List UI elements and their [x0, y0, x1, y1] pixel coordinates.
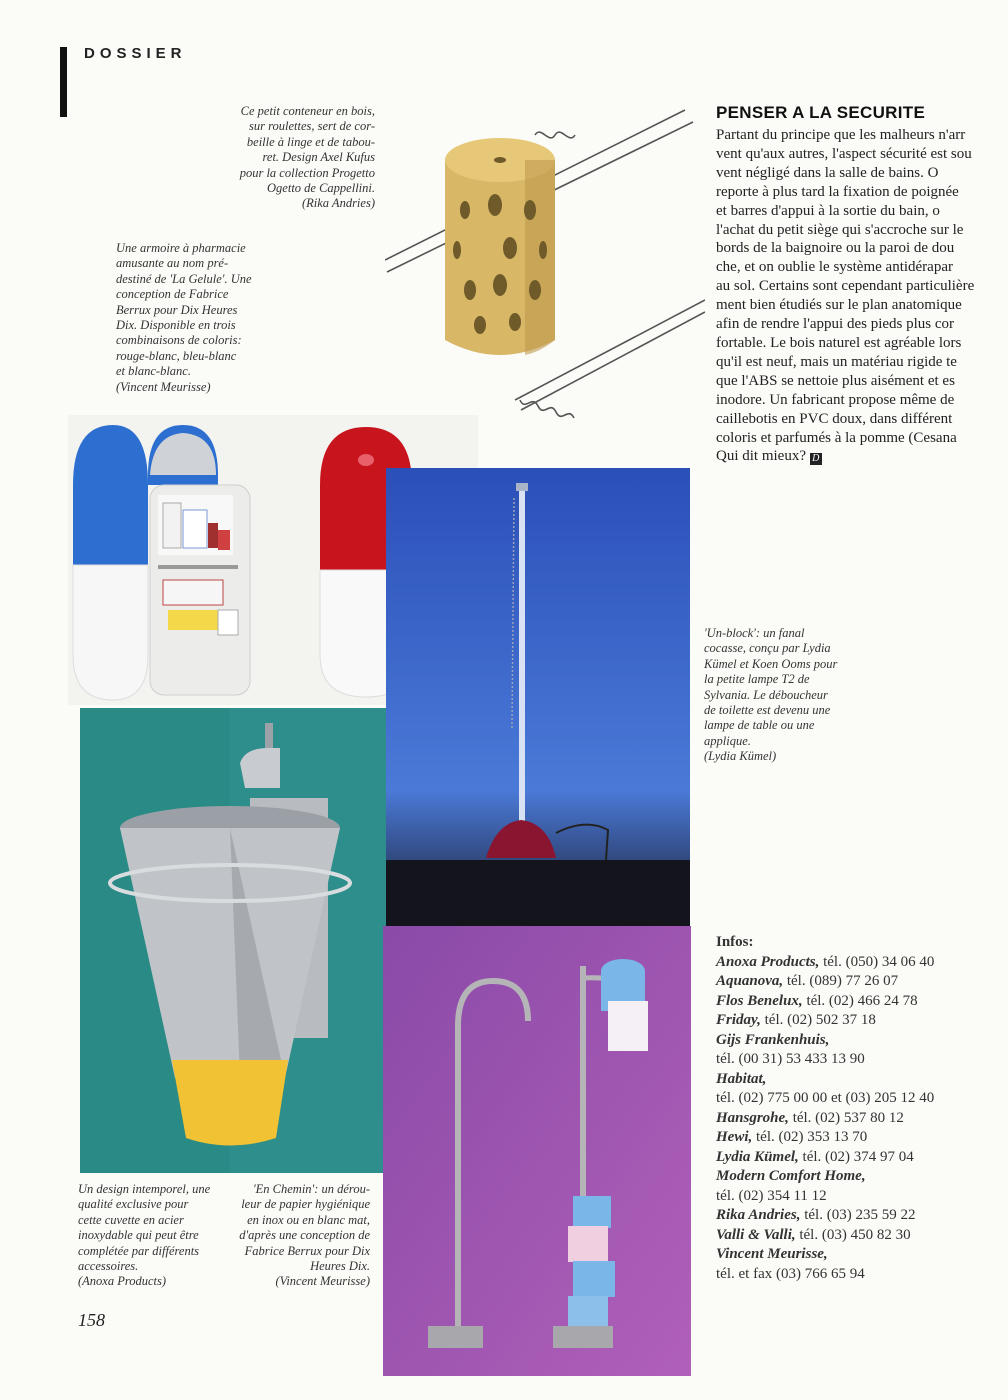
article-line: coloris et parfumés à la pomme (Cesana	[716, 429, 957, 446]
article-line: que l'ABS se nettoie plus aisément et es	[716, 372, 955, 389]
infos-entry-name: Lydia Kümel,	[716, 1148, 799, 1165]
infos-entry-tel: tél. (02) 775 00 00 et (03) 205 12 40	[716, 1090, 935, 1106]
infos-entry-tel: tél. (089) 77 26 07	[783, 973, 899, 989]
caption-line: en inox ou en blanc mat,	[247, 1212, 370, 1227]
article-title: PENSER A LA SECURITE	[716, 103, 926, 122]
infos-entry	[716, 1167, 986, 1187]
paper-holder-photo	[383, 926, 691, 1376]
caption-line: Ogetto de Cappellini.	[267, 181, 375, 196]
caption-lamp	[704, 626, 864, 765]
caption-line: qualité exclusive pour	[78, 1197, 189, 1212]
caption-line: et blanc-blanc.	[116, 364, 191, 379]
infos-entry-name: Flos Benelux,	[716, 992, 803, 1009]
caption-line: (Lydia Kümel)	[704, 749, 777, 764]
end-mark-icon: D	[810, 453, 822, 465]
caption-line: 'Un-block': un fanal	[704, 626, 805, 640]
caption-line: (Rika Andries)	[301, 196, 375, 211]
caption-line: amusante au nom pré-	[116, 256, 229, 271]
caption-line: conception de Fabrice	[116, 287, 229, 302]
infos-entry	[716, 1011, 986, 1031]
basin-photo	[80, 708, 386, 1173]
infos-entry-tel: tél. (02) 353 13 70	[752, 1129, 868, 1145]
infos-entry	[716, 992, 986, 1012]
caption-line: de toilette est devenu une	[704, 703, 831, 718]
caption-line: pour la collection Progetto	[239, 165, 375, 180]
article-line: reporte à plus tard la fixation de poignée	[716, 183, 959, 200]
infos-entry	[716, 953, 986, 973]
infos-entry	[716, 1050, 986, 1070]
caption-line: inoxydable qui peut être	[78, 1228, 199, 1243]
infos-entry-tel: tél. (03) 450 82 30	[795, 1226, 911, 1243]
caption-line: Heures Dix.	[310, 1259, 370, 1274]
section-bar	[60, 47, 67, 117]
caption-line: lampe de table ou une	[704, 718, 815, 733]
article-line: au sol. Certains sont cependant particulière	[716, 278, 975, 295]
infos-entry-name: Gijs Frankenhuis,	[716, 1031, 830, 1048]
caption-line: (Anoxa Products)	[78, 1274, 167, 1289]
infos-entry-name: Hewi,	[716, 1129, 753, 1145]
infos-entry-tel: tél. (02) 374 97 04	[798, 1148, 914, 1165]
article-line: Qui dit mieux?	[716, 448, 806, 465]
infos-entry	[716, 1245, 986, 1265]
infos-entry-tel: tél. et fax (03) 766 65 94	[716, 1265, 865, 1282]
infos-entry-name: Anoxa Products,	[716, 953, 820, 970]
caption-line: 'En Chemin': un dérou-	[252, 1182, 370, 1196]
caption-line: (Vincent Meurisse)	[116, 379, 211, 394]
infos-entry-name: Aquanova,	[716, 973, 784, 989]
infos-entry	[716, 1070, 986, 1090]
caption-line: applique.	[704, 733, 751, 748]
caption-line: cette cuvette en acier	[78, 1212, 184, 1227]
infos-entry-tel: tél. (02) 354 11 12	[716, 1187, 827, 1204]
caption-line: Fabrice Berrux pour Dix	[244, 1243, 370, 1258]
infos-entry	[716, 1206, 986, 1226]
caption-line: la petite lampe T2 de	[704, 672, 810, 687]
infos-entry-tel: tél. (02) 502 37 18	[760, 1012, 876, 1028]
infos-entry-name: Valli & Valli,	[716, 1226, 796, 1243]
caption-basin	[78, 1182, 238, 1290]
article-line: afin de rendre l'appui des pieds plus cor	[716, 316, 955, 333]
caption-line: rouge-blanc, bleu-blanc	[116, 348, 237, 363]
infos-entry	[716, 972, 986, 992]
infos-entry	[716, 1031, 986, 1051]
section-label: DOSSIER	[84, 45, 187, 62]
infos-entry	[716, 1187, 986, 1207]
article-line: qu'il est neuf, mais un matériau rigide te	[716, 353, 957, 370]
article-line: Partant du principe que les malheurs n'arr	[716, 127, 966, 143]
caption-paper-holder	[222, 1182, 370, 1290]
article-line: ment bien étudiés sur le plan anatomique	[716, 297, 962, 314]
infos-entry	[716, 1265, 986, 1285]
caption-line: cocasse, conçu par Lydia	[704, 641, 831, 656]
article-last-line	[716, 447, 991, 466]
caption-line: sur roulettes, sert de cor-	[248, 119, 375, 134]
infos-entry	[716, 1128, 986, 1148]
infos-entry-name: Habitat,	[716, 1070, 767, 1087]
caption-line: destiné de 'La Gelule'. Une	[116, 271, 252, 286]
article-line: caillebotis en PVC doux, dans différent	[716, 410, 953, 427]
article-line: vent qu'aux autres, l'aspect sécurité est sou	[716, 145, 972, 162]
infos-entry-tel: tél. (02) 466 24 78	[802, 992, 918, 1009]
article-line: bords de la baignoire ou la paroi de dou	[716, 240, 955, 257]
caption-line: Une armoire à pharmacie	[116, 241, 246, 255]
caption-line: beille à linge et de tabou-	[246, 134, 375, 149]
caption-line: Un design intemporel, une	[78, 1182, 211, 1196]
infos-entry-name: Rika Andries,	[716, 1207, 801, 1223]
infos-entry-name: Vincent Meurisse,	[716, 1246, 828, 1262]
caption-line: (Vincent Meurisse)	[275, 1274, 370, 1289]
article-line: vent négligé dans la salle de bains. O	[716, 164, 939, 181]
container-photo	[385, 100, 705, 460]
infos-entry-tel: tél. (050) 34 06 40	[819, 953, 935, 970]
infos-entry	[716, 1089, 986, 1109]
infos-heading: Infos:	[716, 934, 754, 950]
article-line: inodore. Un fabricant propose même de	[716, 391, 955, 408]
caption-line: combinaisons de coloris:	[116, 333, 242, 348]
infos-entry	[716, 1226, 986, 1246]
caption-line: Berrux pour Dix Heures	[116, 302, 238, 317]
article-line: fortable. Le bois naturel est agréable lors	[716, 334, 962, 351]
infos-entry	[716, 1148, 986, 1168]
caption-line: leur de papier hygiénique	[241, 1197, 370, 1212]
caption-line: Ce petit conteneur en bois,	[240, 104, 375, 118]
infos-list	[716, 933, 986, 1284]
caption-line: accessoires.	[78, 1259, 139, 1274]
article-body	[716, 126, 991, 486]
infos-entry-tel: tél. (00 31) 53 433 13 90	[716, 1051, 865, 1067]
caption-line: d'après une conception de	[239, 1228, 370, 1243]
caption-pharmacy	[116, 241, 286, 395]
caption-line: Kümel et Koen Ooms pour	[704, 656, 838, 671]
infos-entry-tel: tél. (02) 537 80 12	[788, 1109, 904, 1126]
page-number: 158	[78, 1310, 105, 1330]
lamp-photo	[386, 468, 690, 928]
article-line: l'achat du petit siège qui s'accroche sur le	[716, 221, 964, 238]
caption-line: Dix. Disponible en trois	[116, 318, 236, 333]
article-line: et barres d'appui à la sortie du bain, o	[716, 202, 940, 219]
caption-line: Sylvania. Le déboucheur	[704, 687, 828, 702]
infos-entry-name: Hansgrohe,	[716, 1109, 789, 1126]
infos-entry-name: Modern Comfort Home,	[716, 1168, 866, 1184]
infos-entry-name: Friday,	[716, 1012, 761, 1028]
article-line: che, et on oublie le système antidérapar	[716, 259, 953, 276]
caption-line: ret. Design Axel Kufus	[262, 150, 375, 165]
infos-entry-tel: tél. (03) 235 59 22	[800, 1207, 916, 1223]
caption-container	[200, 104, 375, 212]
caption-line: complétée par différents	[78, 1243, 200, 1258]
infos-entry	[716, 1109, 986, 1129]
